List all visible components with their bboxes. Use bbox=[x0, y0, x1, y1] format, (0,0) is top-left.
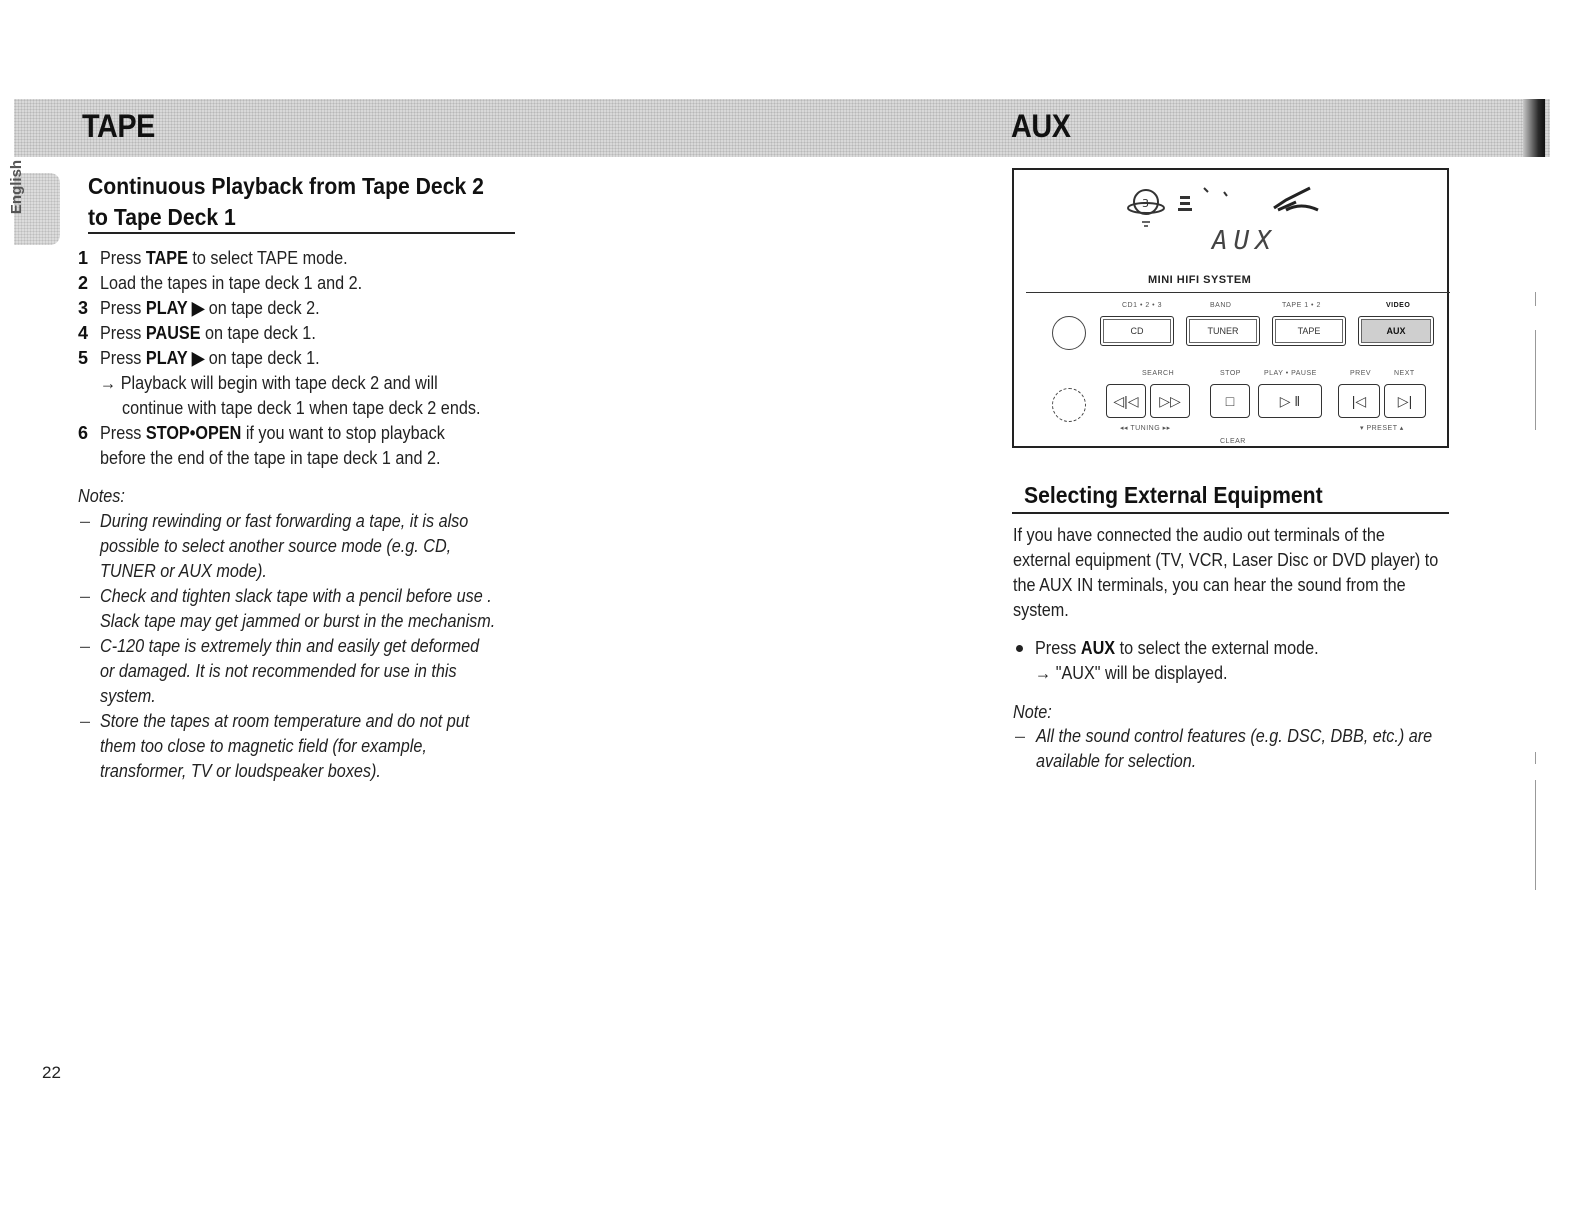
panel-label: ▾ PRESET ▴ bbox=[1360, 425, 1404, 432]
step-number: 5 bbox=[78, 348, 89, 368]
margin-mark bbox=[1535, 330, 1536, 430]
svg-text:3: 3 bbox=[1142, 197, 1149, 210]
note-line: system. bbox=[100, 686, 156, 706]
aux-intro-line: system. bbox=[1013, 600, 1069, 620]
aux-note-line: available for selection. bbox=[1036, 751, 1197, 771]
panel-label: CLEAR bbox=[1220, 438, 1246, 445]
margin-mark bbox=[1535, 780, 1536, 890]
heading-rule bbox=[1012, 512, 1449, 514]
panel-label: VIDEO bbox=[1386, 302, 1411, 309]
aux-intro-line: external equipment (TV, VCR, Laser Disc or DVD player) to bbox=[1013, 550, 1439, 570]
search-forward-key: ▷▷ bbox=[1150, 384, 1190, 418]
notes-label: Notes: bbox=[78, 486, 125, 506]
step-result: → Playback will begin with tape deck 2 and will bbox=[100, 373, 438, 393]
aux-section-title: AUX bbox=[1011, 108, 1071, 144]
header-band bbox=[14, 99, 1550, 157]
panel-label: ◂◂ TUNING ▸▸ bbox=[1120, 425, 1171, 432]
continuous-playback-heading bbox=[88, 171, 484, 233]
aux-key: AUX bbox=[1358, 316, 1434, 346]
note-line: possible to select another source mode (e.g. CD, bbox=[100, 536, 452, 556]
step-text: Press STOP•OPEN if you want to stop playback bbox=[100, 423, 445, 443]
aux-intro-line: the AUX IN terminals, you can hear the sound from the bbox=[1013, 575, 1406, 595]
step-result: continue with tape deck 1 when tape deck 2 ends. bbox=[122, 398, 481, 418]
hifi-front-panel-illustration bbox=[1012, 168, 1449, 448]
language-tab-label: English bbox=[8, 159, 25, 215]
heading-line-2: to Tape Deck 1 bbox=[88, 204, 236, 230]
panel-label: PREV bbox=[1350, 370, 1372, 377]
tape-section-title: TAPE bbox=[82, 108, 155, 144]
panel-divider bbox=[1026, 292, 1450, 293]
note-line: TUNER or AUX mode). bbox=[100, 561, 267, 581]
selecting-external-heading: Selecting External Equipment bbox=[1024, 482, 1323, 508]
tape-key: TAPE bbox=[1272, 316, 1346, 346]
note-line: Check and tighten slack tape with a pencil before use . bbox=[100, 586, 492, 606]
note-line: During rewinding or fast forwarding a tape, it is also bbox=[100, 511, 469, 531]
note-line: Store the tapes at room temperature and do not put bbox=[100, 711, 470, 731]
note-dash: – bbox=[80, 711, 91, 731]
page-number: 22 bbox=[42, 1063, 61, 1082]
panel-label: NEXT bbox=[1394, 370, 1415, 377]
display-icons bbox=[1126, 180, 1326, 232]
panel-label: CD1 • 2 • 3 bbox=[1122, 302, 1162, 309]
step-text: Load the tapes in tape deck 1 and 2. bbox=[100, 273, 363, 293]
step-number: 1 bbox=[78, 248, 89, 268]
step-number: 4 bbox=[78, 323, 89, 343]
aux-intro-line: If you have connected the audio out terminals of the bbox=[1013, 525, 1385, 545]
note-dash: – bbox=[1015, 726, 1026, 746]
dial-knob-icon bbox=[1052, 388, 1086, 422]
note-line: Slack tape may get jammed or burst in the mechanism. bbox=[100, 611, 496, 631]
aux-note-label: Note: bbox=[1013, 702, 1052, 722]
note-line: or damaged. It is not recommended for use in this bbox=[100, 661, 457, 681]
step-number: 2 bbox=[78, 273, 89, 293]
next-key: ▷| bbox=[1384, 384, 1426, 418]
play-pause-key: ▷ ‖ bbox=[1258, 384, 1322, 418]
step-text: Press PLAY ▶ on tape deck 2. bbox=[100, 298, 320, 318]
bullet-icon bbox=[1016, 645, 1023, 652]
lcd-display-text: AUX bbox=[1212, 226, 1277, 256]
step-number: 6 bbox=[78, 423, 89, 443]
language-tab bbox=[8, 159, 60, 245]
panel-label: STOP bbox=[1220, 370, 1241, 377]
prev-key: |◁ bbox=[1338, 384, 1380, 418]
margin-mark bbox=[1535, 752, 1536, 764]
note-dash: – bbox=[80, 636, 91, 656]
header-band-edge bbox=[1523, 99, 1545, 157]
step-text: Press PAUSE on tape deck 1. bbox=[100, 323, 316, 343]
margin-mark bbox=[1535, 292, 1536, 306]
model-label: MINI HIFI SYSTEM bbox=[1148, 274, 1252, 286]
step-text: Press TAPE to select TAPE mode. bbox=[100, 248, 348, 268]
panel-label: BAND bbox=[1210, 302, 1232, 309]
heading-rule bbox=[88, 232, 515, 234]
panel-label: TAPE 1 • 2 bbox=[1282, 302, 1321, 309]
search-back-key: ◁|◁ bbox=[1106, 384, 1146, 418]
step-text: Press PLAY ▶ on tape deck 1. bbox=[100, 348, 320, 368]
aux-note-line: All the sound control features (e.g. DSC, DBB, etc.) are bbox=[1036, 726, 1433, 746]
stop-key: □ bbox=[1210, 384, 1250, 418]
note-line: C-120 tape is extremely thin and easily get deformed bbox=[100, 636, 480, 656]
cd-key: CD bbox=[1100, 316, 1174, 346]
note-dash: – bbox=[80, 511, 91, 531]
note-line: them too close to magnetic field (for example, bbox=[100, 736, 427, 756]
aux-bullet-text: Press AUX to select the external mode. bbox=[1035, 638, 1319, 658]
panel-label: PLAY • PAUSE bbox=[1264, 370, 1317, 377]
volume-knob-icon bbox=[1052, 316, 1086, 350]
step-number: 3 bbox=[78, 298, 89, 318]
note-line: transformer, TV or loudspeaker boxes). bbox=[100, 761, 381, 781]
heading-line-1: Continuous Playback from Tape Deck 2 bbox=[88, 173, 484, 199]
tuner-key: TUNER bbox=[1186, 316, 1260, 346]
step-text: before the end of the tape in tape deck 1 and 2. bbox=[100, 448, 441, 468]
note-dash: – bbox=[80, 586, 91, 606]
aux-bullet-result: → "AUX" will be displayed. bbox=[1035, 663, 1228, 683]
panel-label: SEARCH bbox=[1142, 370, 1175, 377]
